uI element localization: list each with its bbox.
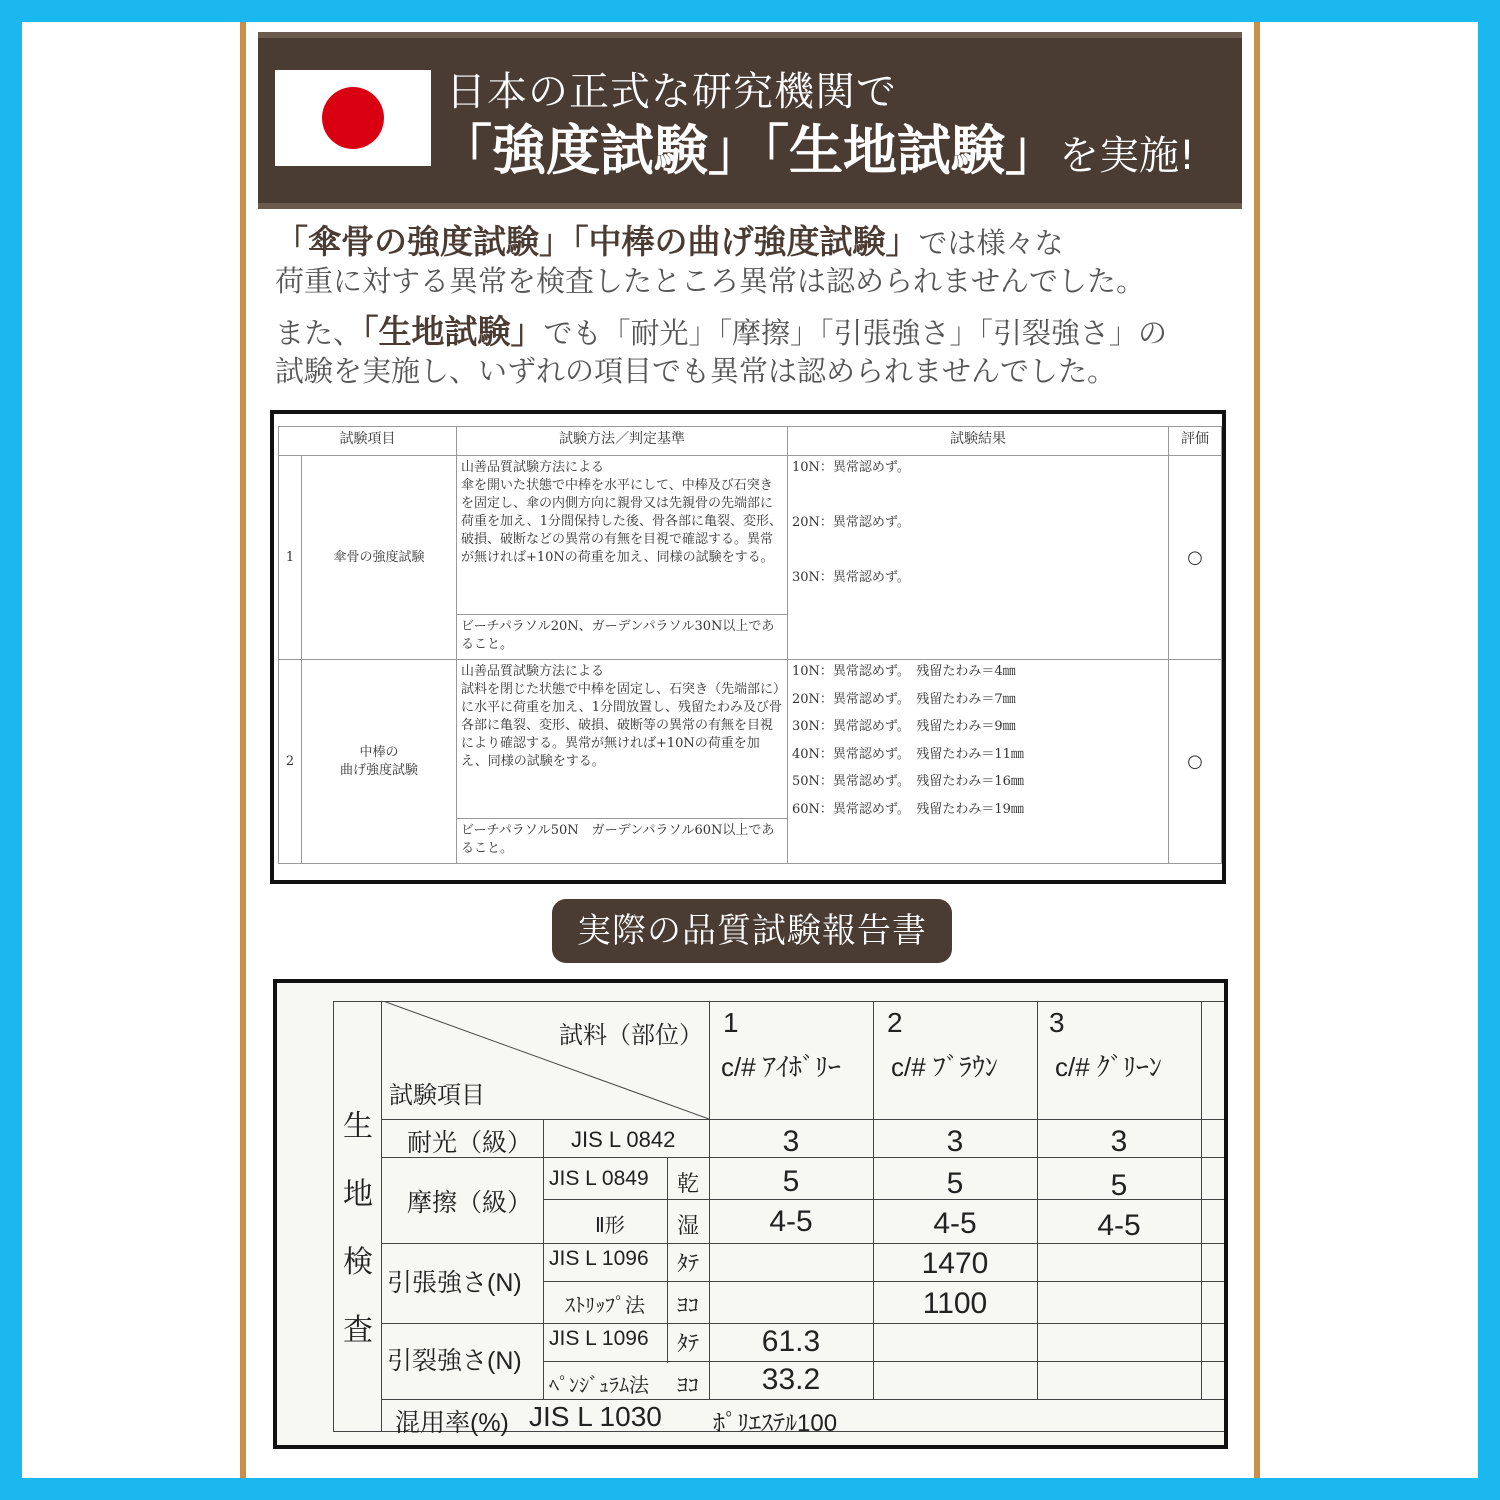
sample-3-name: c/# ｸﾞﾘｰﾝ <box>1055 1052 1162 1082</box>
tear-std2: ﾍﾟﾝｼﾞｭﾗﾑ法 <box>549 1375 649 1397</box>
tensile-weft-label: ﾖｺ <box>677 1293 700 1318</box>
light-val-2: 3 <box>946 1125 964 1158</box>
intro-line4: 試験を実施し、いずれの項目でも異常は認められませんでした。 <box>275 354 1117 388</box>
tear-label: 引裂強さ(N) <box>387 1347 522 1375</box>
table-row: 1 傘骨の強度試験 山善品質試験方法による 傘を開いた状態で中棒を水平にして、中棒及び石突きを固定し、傘の内側方向に親骨又は先親骨の先端部に荷重を加え、1分間保持した後、骨各部に亀裂、変形、破損、破断などの異常の有無を目視で確認する。異常が無ければ+10Nの荷重を加え、同様の試験をする。 10N：異常認めず。 20N：異常認めず。 30N：異常認めず。 ○ <box>279 456 1222 615</box>
tensile-weft-value: 1100 <box>922 1287 988 1320</box>
rub-wet-2: 4-5 <box>933 1207 977 1240</box>
sample-2-no: 2 <box>887 1007 903 1038</box>
header-stripe-bottom <box>258 203 1242 209</box>
header-line2 <box>438 108 1195 185</box>
light-fastness-label: 耐光（級） <box>407 1129 533 1157</box>
strength-report-table: 試験項目 試験方法／判定基準 試験結果 評価 1 傘骨の強度試験 山善品質試験方法による 傘を開いた状態で中棒を水平にして、中棒及び石突きを固定し、傘の内側方向に親骨又は先親骨の先端部に荷重を加え、1分間保持した後、骨各部に亀裂、変形、破損、破断などの異常の有無を目視で確認する。異常が無ければ+10Nの荷重を加え、同様の試験をする。 10N：異常認めず。 20N：異常認めず。 30N：異常認めず。 ○ ビーチパラソル20N、ガーデンパラソル30N以上であること。 2 中棒の 曲げ強度試験 山善品質試験方法による 試料を閉じた状態で中棒を固定し、石突き（先端部に）に水平に荷重を加え、1分間放置し、残留たわみ及び骨各部に亀裂、変形、破損、破断等の異常の有無を目視により確認する。異常が無ければ+10Nの荷重を加え、同様の試験をする。 10N：異常認めず。 残留たわみ＝4㎜ 20N：異常認めず。 残留たわみ＝7㎜ 30N：異常認めず。 残留たわみ＝9㎜ 40N：異常認めず。 残留たわみ＝11㎜ 50N：異常認めず。 残留たわみ＝16㎜ 60N：異常認めず。 残留たわみ＝19㎜ ○ ビーチパラソル50N ガーデンパラソル60N以上であること。 <box>278 426 1222 864</box>
rubbing-std: JIS L 0849 <box>549 1167 649 1190</box>
report-badge: 実際の品質試験報告書 <box>552 899 952 963</box>
blend-label: 混用率(%) <box>395 1409 509 1437</box>
tensile-warp-value: 1470 <box>921 1247 989 1280</box>
header-strength-test: 「強度試験」 <box>438 119 762 182</box>
tear-weft-value: 33.2 <box>761 1363 821 1396</box>
tensile-warp-label: ﾀﾃ <box>677 1251 700 1276</box>
tear-warp-value: 61.3 <box>761 1325 821 1358</box>
intro-line1: 「傘骨の強度試験」「中棒の曲げ強度試験」では様々な <box>275 222 1064 261</box>
light-val-3: 3 <box>1110 1125 1128 1158</box>
tear-weft-label: ﾖｺ <box>677 1373 700 1398</box>
rub-dry-2: 5 <box>946 1167 964 1200</box>
fabric-inspection-label: 生 地 検 査 <box>343 1110 373 1347</box>
sample-header: 試料（部位） <box>559 1022 703 1049</box>
rub-wet-1: 4-5 <box>769 1205 813 1238</box>
light-fastness-std: JIS L 0842 <box>571 1127 676 1152</box>
tear-warp-label: ﾀﾃ <box>677 1331 700 1356</box>
fabric-report-grid <box>277 983 1224 1445</box>
intro-line3: また、「生地試験」でも「耐光」「摩擦」「引張強さ」「引裂強さ」の <box>275 312 1168 351</box>
rubbing-wet-label: 湿 <box>677 1213 700 1238</box>
blend-value: ﾎﾟﾘｴｽﾃﾙ100 <box>713 1410 838 1437</box>
light-val-1: 3 <box>782 1125 800 1158</box>
rub-dry-1: 5 <box>782 1165 800 1198</box>
table-row: 2 中棒の 曲げ強度試験 山善品質試験方法による 試料を閉じた状態で中棒を固定し、石突き（先端部に）に水平に荷重を加え、1分間放置し、残留たわみ及び骨各部に亀裂、変形、破損、破断等の異常の有無を目視により確認する。異常が無ければ+10Nの荷重を加え、同様の試験をする。 10N：異常認めず。 残留たわみ＝4㎜ 20N：異常認めず。 残留たわみ＝7㎜ 30N：異常認めず。 残留たわみ＝9㎜ 40N：異常認めず。 残留たわみ＝11㎜ 50N：異常認めず。 残留たわみ＝16㎜ 60N：異常認めず。 残留たわみ＝19㎜ ○ <box>279 660 1222 819</box>
header-tail: を実施! <box>1059 133 1196 179</box>
tensile-std2: ｽﾄﾘｯﾌﾟ法 <box>565 1295 645 1317</box>
table-header-row: 試験項目 試験方法／判定基準 試験結果 評価 <box>279 427 1222 456</box>
header-line1: 日本の正式な研究機関で <box>446 69 897 115</box>
fabric-report-box <box>273 979 1228 1449</box>
sample-3-no: 3 <box>1049 1007 1065 1038</box>
strength-report-box <box>270 410 1226 884</box>
blend-std: JIS L 1030 <box>529 1401 662 1432</box>
sample-1-no: 1 <box>723 1007 739 1038</box>
tensile-label: 引張強さ(N) <box>387 1269 522 1297</box>
tensile-std: JIS L 1096 <box>549 1247 649 1270</box>
rubbing-std2: Ⅱ形 <box>595 1215 625 1237</box>
rubbing-label: 摩擦（級） <box>407 1189 533 1217</box>
intro-line2: 荷重に対する異常を検査したところ異常は認められませんでした。 <box>275 264 1146 298</box>
japan-flag-icon <box>275 70 431 166</box>
item-header: 試験項目 <box>389 1082 485 1109</box>
sample-2-name: c/# ﾌﾞﾗｳﾝ <box>891 1052 998 1082</box>
tear-std: JIS L 1096 <box>549 1327 649 1350</box>
sample-1-name: c/# ｱｲﾎﾞﾘｰ <box>721 1052 841 1082</box>
rubbing-dry-label: 乾 <box>677 1171 700 1196</box>
rub-wet-3: 4-5 <box>1097 1209 1141 1242</box>
rub-dry-3: 5 <box>1110 1169 1128 1202</box>
header-fabric-test: 「生地試験」 <box>762 119 1059 182</box>
flag-sun <box>322 87 384 149</box>
